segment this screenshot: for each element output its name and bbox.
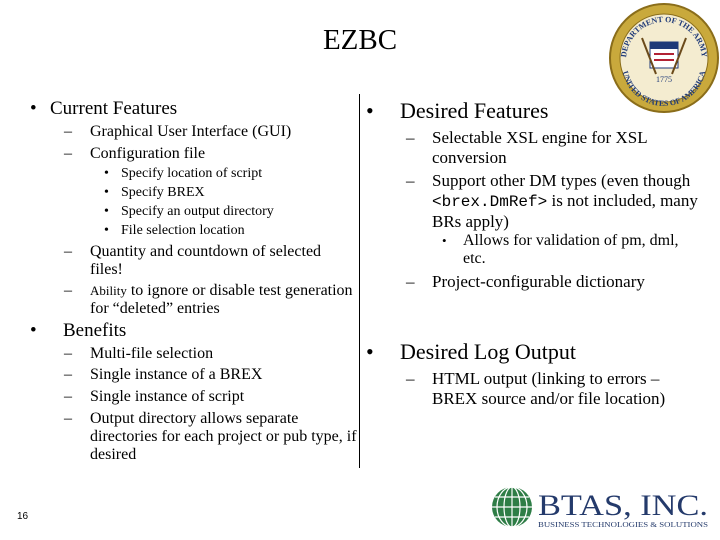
bullet-icon: • [30, 98, 37, 119]
btas-logo [490, 485, 710, 531]
config-subitem: • Specify BREX [104, 185, 205, 200]
benefit-item: – Output directory allows separate directories for each project or pub type, if desired [64, 410, 357, 463]
config-subitem: • File selection location [104, 223, 245, 238]
seal-bottom-text: UNITED STATES OF AMERICA [620, 69, 708, 109]
seal-year: 1775 [656, 75, 672, 84]
dm-types-item: – Support other DM types (even though <brex.DmRef> is not included, many BRs apply) [406, 171, 698, 231]
benefit-item: – Single instance of a BREX [64, 366, 263, 383]
xsl-item: – Selectable XSL engine for XSL conversion [406, 128, 647, 167]
slide-title: EZBC [322, 24, 398, 56]
benefit-item: – Multi-file selection [64, 345, 214, 362]
ability-item: – Ability to ignore or disable test generation for “deleted” entries [64, 282, 353, 317]
bullet-icon: • [30, 320, 37, 341]
config-item: – Configuration file [64, 145, 206, 162]
bullet-icon: • [366, 339, 374, 364]
dm-subitem: • Allows for validation of pm, dml, etc. [442, 232, 679, 267]
config-subitem: • Specify an output directory [104, 204, 274, 219]
html-output-item: – HTML output (linking to errors – BREX source and/or file location) [406, 369, 666, 408]
desired-features-heading: • Desired Features [366, 98, 549, 123]
desired-log-heading: • Desired Log Output [366, 339, 576, 364]
gui-item: – Graphical User Interface (GUI) [64, 123, 292, 140]
page-number: 16 [17, 511, 29, 522]
benefits-heading: • Benefits [30, 320, 127, 341]
benefit-item: – Single instance of script [64, 388, 245, 405]
globe-icon [492, 487, 532, 527]
logo-tagline: BUSINESS TECHNOLOGIES & SOLUTIONS [538, 520, 708, 529]
current-features-heading: • Current Features [30, 98, 178, 119]
army-seal [608, 2, 720, 114]
logo-name: BTAS, INC. [538, 489, 708, 522]
bullet-icon: • [366, 98, 374, 123]
dictionary-item: – Project-configurable dictionary [406, 272, 645, 291]
config-subitem: • Specify location of script [104, 166, 263, 181]
quantity-item: – Quantity and countdown of selected files! [64, 243, 322, 278]
seal-top-text: DEPARTMENT OF THE ARMY [619, 14, 709, 58]
